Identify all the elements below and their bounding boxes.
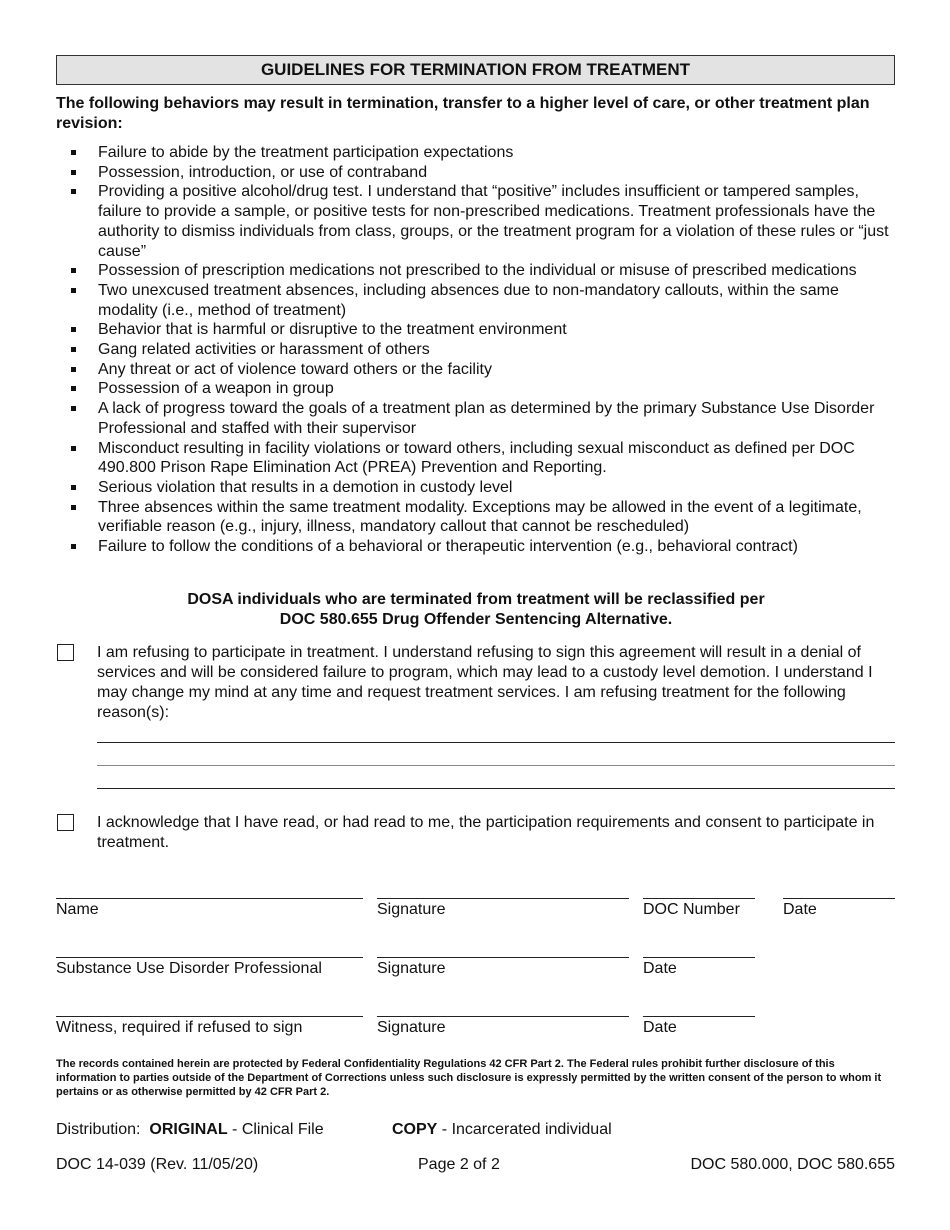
list-item: Behavior that is harmful or disruptive to the treatment environment bbox=[56, 320, 896, 340]
acknowledge-text: I acknowledge that I have read, or had read to me, the participation requirements and consent to participate in treatment. bbox=[97, 814, 875, 851]
reason-line-1[interactable] bbox=[97, 742, 895, 743]
copy-rest: - Incarcerated individual bbox=[437, 1121, 612, 1138]
sud-professional-label: Substance Use Disorder Professional bbox=[56, 960, 322, 977]
witness-date-line[interactable] bbox=[643, 1016, 755, 1017]
list-item: Gang related activities or harassment of others bbox=[56, 340, 896, 360]
signature-label: Signature bbox=[377, 901, 446, 918]
distribution-prefix: Distribution: bbox=[56, 1121, 150, 1138]
list-item: Failure to follow the conditions of a behavioral or therapeutic intervention (e.g., behavioral contract) bbox=[56, 537, 896, 557]
list-item: Serious violation that results in a demotion in custody level bbox=[56, 478, 896, 498]
behavior-list bbox=[56, 143, 896, 557]
list-item: Two unexcused treatment absences, including absences due to non-mandatory callouts, within the same modality (i.e., method of treatment) bbox=[56, 281, 896, 320]
dosa-notice bbox=[56, 590, 896, 630]
witness-signature-label: Signature bbox=[377, 1019, 446, 1036]
page-number: Page 2 of 2 bbox=[418, 1156, 500, 1173]
dosa-line-2: DOC 580.655 Drug Offender Sentencing Alternative. bbox=[279, 611, 673, 628]
list-item: Possession of a weapon in group bbox=[56, 379, 896, 399]
confidentiality-notice: The records contained herein are protected by Federal Confidentiality Regulations 42 CFR Part 2. The Federal rules prohibit further disclosure of this information to parties outside of the Department of Corrections unless such disclosure is expressly permitted by the written consent of the person to whom it pertains or as otherwise permitted by 42 CFR Part 2. bbox=[56, 1058, 882, 1098]
form-id: DOC 14-039 (Rev. 11/05/20) bbox=[56, 1156, 259, 1173]
original-rest: - Clinical File bbox=[227, 1121, 324, 1138]
name-label: Name bbox=[56, 901, 99, 918]
sud-date-line[interactable] bbox=[643, 957, 755, 958]
list-item: Possession, introduction, or use of contraband bbox=[56, 163, 896, 183]
doc-number-label: DOC Number bbox=[643, 901, 740, 918]
sud-signature-label: Signature bbox=[377, 960, 446, 977]
sud-signature-line[interactable] bbox=[377, 957, 629, 958]
list-item: Three absences within the same treatment modality. Exceptions may be allowed in the event of a legitimate, verifiable reason (e.g., injury, illness, mandatory callout that cannot be rescheduled) bbox=[56, 498, 896, 537]
date-line[interactable] bbox=[783, 898, 895, 899]
list-item: Failure to abide by the treatment participation expectations bbox=[56, 143, 896, 163]
dosa-line-1: DOSA individuals who are terminated from treatment will be reclassified per bbox=[187, 591, 765, 608]
signature-line[interactable] bbox=[377, 898, 629, 899]
list-item: Possession of prescription medications not prescribed to the individual or misuse of prescribed medications bbox=[56, 261, 896, 281]
list-item: A lack of progress toward the goals of a treatment plan as determined by the primary Substance Use Disorder Professional and staffed with their supervisor bbox=[56, 399, 896, 438]
reason-line-3[interactable] bbox=[97, 788, 895, 789]
name-line[interactable] bbox=[56, 898, 363, 899]
reason-line-2[interactable] bbox=[97, 765, 895, 766]
acknowledge-checkbox[interactable] bbox=[57, 814, 74, 831]
page-title: GUIDELINES FOR TERMINATION FROM TREATMENT bbox=[56, 55, 895, 85]
copy-label: COPY bbox=[392, 1121, 438, 1138]
witness-signature-line[interactable] bbox=[377, 1016, 629, 1017]
list-item: Misconduct resulting in facility violations or toward others, including sexual misconduct as defined per DOC 490.800 Prison Rape Elimination Act (PREA) Prevention and Reporting. bbox=[56, 439, 896, 478]
original-label: ORIGINAL bbox=[149, 1121, 228, 1138]
witness-label: Witness, required if refused to sign bbox=[56, 1019, 303, 1036]
distribution-copy bbox=[392, 1120, 612, 1140]
intro-text: The following behaviors may result in termination, transfer to a higher level of care, or other treatment plan revision: bbox=[56, 95, 870, 132]
list-item: Providing a positive alcohol/drug test. I understand that “positive” includes insufficient or tampered samples, failure to provide a sample, or positive tests for non-prescribed medications. Treatment professionals have the authority to dismiss individuals from class, groups, or the treatment program for a violation of these rules or “just cause” bbox=[56, 182, 896, 261]
witness-date-label: Date bbox=[643, 1019, 677, 1036]
doc-number-line[interactable] bbox=[643, 898, 755, 899]
distribution-original bbox=[56, 1120, 324, 1140]
sud-professional-line[interactable] bbox=[56, 957, 363, 958]
witness-line[interactable] bbox=[56, 1016, 363, 1017]
policy-references: DOC 580.000, DOC 580.655 bbox=[690, 1156, 895, 1173]
sud-date-label: Date bbox=[643, 960, 677, 977]
date-label: Date bbox=[783, 901, 817, 918]
refuse-treatment-checkbox[interactable] bbox=[57, 644, 74, 661]
list-item: Any threat or act of violence toward others or the facility bbox=[56, 360, 896, 380]
refusal-text: I am refusing to participate in treatment. I understand refusing to sign this agreement will result in a denial of services and will be considered failure to program, which may lead to a custody level demotion. I understand I may change my mind at any time and request treatment services. I am refusing treatment for the following reason(s): bbox=[97, 644, 873, 721]
